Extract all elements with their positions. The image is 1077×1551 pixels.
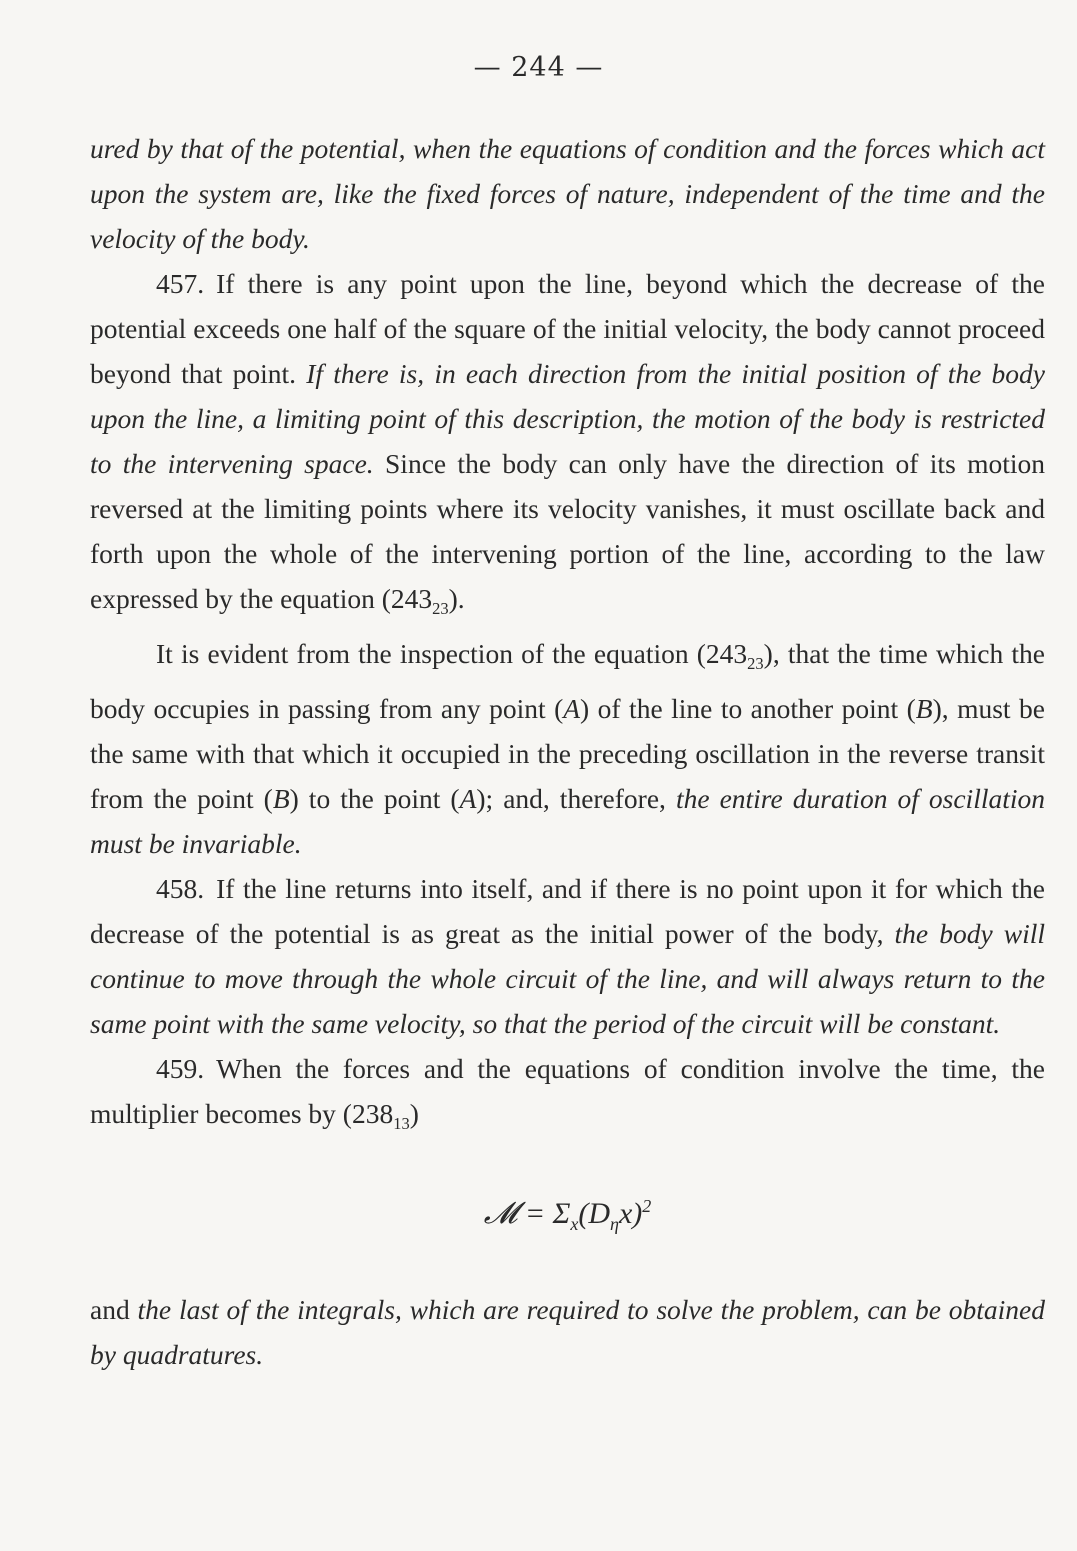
formula-exponent: 2 (642, 1196, 652, 1216)
body-text: If there is any point upon the line, beyond which the decrease of the potential exceeds one half of the square of the initial velocity, the body cannot proceed beyond that point. (90, 268, 1045, 389)
equation-ref: 243 (705, 638, 748, 669)
body-text: When the forces and the equations of condition involve the time, the multiplier becomes by ( (90, 1053, 1045, 1129)
italic-text: ured by that of the potential, when the equations of condition and the forces which act upon the system are, like the fixed forces of nature, independent of the time and the velocity of the body. (90, 133, 1045, 254)
italic-text: the last of the integrals, which are required to solve the problem, can be obtained by quadratures. (90, 1294, 1045, 1370)
section-number: 457. (156, 268, 205, 299)
page-number: — 244 — (473, 52, 604, 83)
point-label: B (915, 693, 933, 724)
paragraph-457 (90, 261, 1045, 631)
point-label: A (459, 783, 477, 814)
body-text: It is evident from the inspection of the equation ( (156, 638, 706, 669)
formula-operator: = (517, 1197, 553, 1230)
paragraph-458 (90, 866, 1045, 1046)
body-text: ), that the time which the body occupies in passing from any point ( (90, 638, 1045, 724)
formula-sigma: Σ (552, 1197, 571, 1230)
page-body (90, 126, 1045, 1377)
section-number: 458. (156, 873, 205, 904)
body-text: ), must be the same with that which it occupied in the preceding oscillation in the reverse transit from the point ( (90, 693, 1045, 814)
multiplier-formula (90, 1184, 1045, 1247)
formula-symbol: 𝓜 (483, 1196, 518, 1231)
body-text: Since the body can only have the direction of its motion reversed at the limiting points where its velocity vanishes, it must oscillate back and forth upon the whole of the intervening portion of the line, according to the law expressed by the equation ( (90, 448, 1046, 614)
body-text: and (90, 1294, 130, 1325)
italic-text: If there is, in each direction from the initial position of the body upon the line, a limiting point of this description, the motion of the body is restricted to the intervening space. (90, 358, 1045, 479)
equation-ref: 238 (351, 1098, 394, 1129)
equation-ref: 243 (390, 583, 433, 614)
equation-ref-sub: 23 (747, 654, 764, 673)
formula-subscript: x (570, 1214, 579, 1234)
point-label: A (563, 693, 581, 724)
equation-ref-sub: 23 (432, 599, 449, 618)
formula-term: x) (618, 1197, 643, 1230)
paragraph-closing (90, 1287, 1045, 1377)
italic-text: the entire duration of oscillation must be invariable. (90, 783, 1045, 859)
body-text: If the line returns into itself, and if there is no point upon it for which the decrease of the potential is as great as the initial power of the body, (90, 873, 1045, 949)
body-text: ) of the line to another point ( (580, 693, 916, 724)
equation-ref-sub: 13 (393, 1114, 410, 1133)
body-text: ) (409, 1098, 419, 1129)
paragraph-invariable-duration (90, 631, 1045, 866)
formula-subscript: η (610, 1214, 619, 1234)
point-label: B (272, 783, 290, 814)
formula-term: (D (578, 1197, 611, 1230)
body-text: ) to the point ( (289, 783, 460, 814)
section-number: 459. (156, 1053, 205, 1084)
italic-text: the body will continue to move through the whole circuit of the line, and will always return to the same point with the same velocity, so that the period of the circuit will be constant. (90, 918, 1046, 1039)
paragraph-continuation (90, 126, 1045, 261)
paragraph-459 (90, 1046, 1045, 1146)
body-text: ). (448, 583, 465, 614)
body-text: ); and, therefore, (476, 783, 666, 814)
